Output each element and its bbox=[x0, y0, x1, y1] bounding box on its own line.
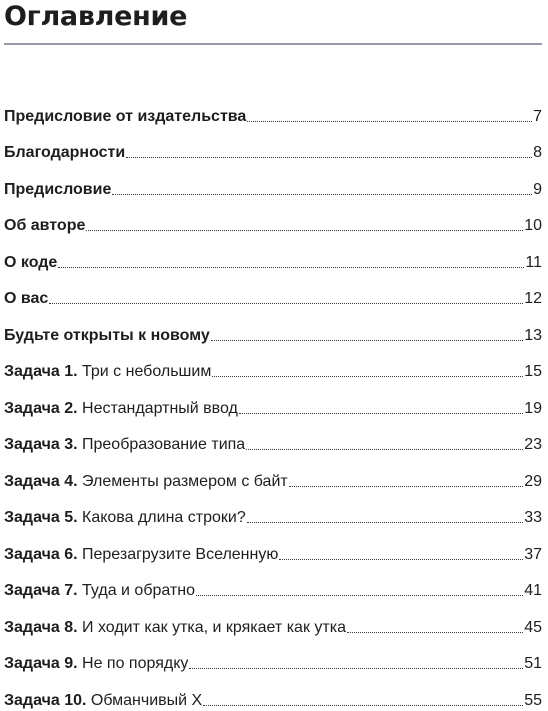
toc-entry-page: 55 bbox=[524, 691, 542, 709]
page-title: Оглавление bbox=[4, 1, 188, 32]
toc-entry[interactable] bbox=[4, 236, 542, 273]
toc-entry-page: 33 bbox=[524, 509, 542, 526]
toc-entry-prefix: Благодарности bbox=[4, 144, 126, 161]
toc-entry-text: Обманчивый X bbox=[86, 691, 203, 709]
dot-leader bbox=[289, 486, 523, 487]
toc-entry-label bbox=[4, 545, 278, 565]
toc-entry-label bbox=[4, 143, 125, 163]
dot-leader bbox=[86, 230, 523, 231]
toc-entry-page: 8 bbox=[533, 144, 542, 161]
toc-entry-label bbox=[4, 472, 288, 492]
toc-entry[interactable] bbox=[4, 382, 542, 419]
toc-entry[interactable] bbox=[4, 638, 542, 675]
toc-entry-text: Три с небольшим bbox=[77, 363, 212, 380]
toc-entry[interactable] bbox=[4, 200, 542, 237]
dot-leader bbox=[189, 668, 523, 669]
dot-leader bbox=[58, 267, 524, 268]
toc-entry-page: 45 bbox=[524, 618, 542, 636]
toc-entry[interactable] bbox=[4, 90, 542, 127]
toc-entry-prefix: Предисловие от издательства bbox=[4, 107, 247, 125]
toc-entry[interactable] bbox=[4, 127, 542, 164]
toc-entry[interactable] bbox=[4, 601, 542, 638]
table-of-contents bbox=[4, 90, 542, 711]
toc-entry[interactable] bbox=[4, 346, 542, 383]
dot-leader bbox=[112, 194, 532, 195]
dot-leader bbox=[196, 595, 523, 596]
toc-entry-page: 51 bbox=[524, 655, 542, 672]
dot-leader bbox=[246, 449, 523, 450]
toc-entry-text: Нестандартный ввод bbox=[77, 399, 238, 417]
toc-entry[interactable] bbox=[4, 492, 542, 529]
toc-entry-label bbox=[4, 326, 210, 346]
toc-entry-label bbox=[4, 435, 245, 455]
toc-entry-page: 7 bbox=[533, 107, 542, 125]
toc-entry-page: 11 bbox=[525, 253, 542, 271]
toc-entry-page: 37 bbox=[524, 545, 542, 563]
toc-entry-text: Не по порядку bbox=[77, 655, 189, 672]
toc-entry-prefix: Задача 3. bbox=[4, 436, 78, 453]
toc-entry-page: 9 bbox=[533, 180, 542, 198]
toc-entry-prefix: О коде bbox=[4, 253, 58, 271]
dot-leader bbox=[212, 376, 523, 377]
toc-entry-prefix: Задача 5. bbox=[4, 509, 78, 526]
toc-entry[interactable] bbox=[4, 565, 542, 602]
toc-entry-prefix: Будьте открыты к новому bbox=[4, 326, 210, 344]
toc-entry-label bbox=[4, 581, 195, 601]
dot-leader bbox=[279, 559, 523, 560]
toc-entry-prefix: Задача 9. bbox=[4, 655, 78, 672]
toc-entry-page: 23 bbox=[524, 436, 542, 453]
toc-entry-page: 15 bbox=[524, 363, 542, 380]
dot-leader bbox=[247, 121, 532, 122]
toc-entry-label bbox=[4, 253, 57, 273]
toc-entry-text: Преобразование типа bbox=[77, 436, 246, 453]
dot-leader bbox=[211, 340, 523, 341]
toc-entry-prefix: Задача 4. bbox=[4, 472, 78, 490]
toc-entry-text: Какова длина строки? bbox=[77, 509, 246, 526]
dot-leader bbox=[126, 157, 532, 158]
toc-entry-prefix: Задача 8. bbox=[4, 618, 78, 636]
dot-leader bbox=[203, 705, 523, 706]
toc-entry-label bbox=[4, 362, 211, 382]
dot-leader bbox=[239, 413, 523, 414]
toc-entry[interactable] bbox=[4, 674, 542, 711]
toc-entry-label bbox=[4, 180, 111, 200]
toc-entry-prefix: Задача 7. bbox=[4, 582, 78, 599]
toc-entry-prefix: Об авторе bbox=[4, 217, 86, 234]
toc-entry-text: Элементы размером с байт bbox=[77, 472, 288, 490]
toc-entry-prefix: Задача 1. bbox=[4, 363, 78, 380]
title-underline bbox=[4, 43, 542, 45]
toc-entry-page: 10 bbox=[524, 217, 542, 234]
toc-entry-label bbox=[4, 508, 246, 528]
toc-entry-page: 41 bbox=[524, 582, 542, 599]
toc-entry-page: 13 bbox=[524, 326, 542, 344]
toc-entry-label bbox=[4, 399, 238, 419]
toc-entry[interactable] bbox=[4, 455, 542, 492]
dot-leader bbox=[347, 632, 523, 633]
toc-entry-page: 12 bbox=[524, 290, 542, 307]
toc-entry[interactable] bbox=[4, 528, 542, 565]
toc-entry-label bbox=[4, 691, 202, 711]
toc-entry[interactable] bbox=[4, 309, 542, 346]
toc-entry-prefix: Задача 10. bbox=[4, 691, 87, 709]
toc-entry-label bbox=[4, 107, 246, 127]
toc-entry-text: И ходит как утка, и крякает как утка bbox=[77, 618, 346, 636]
dot-leader bbox=[49, 303, 523, 304]
toc-entry-text: Перезагрузите Вселенную bbox=[77, 545, 279, 563]
toc-entry-text: Туда и обратно bbox=[77, 582, 195, 599]
toc-entry[interactable] bbox=[4, 273, 542, 310]
toc-entry-page: 29 bbox=[524, 472, 542, 490]
toc-entry-label bbox=[4, 654, 188, 674]
toc-entry-label bbox=[4, 289, 48, 309]
toc-entry-label bbox=[4, 618, 346, 638]
toc-entry-prefix: Задача 6. bbox=[4, 545, 78, 563]
dot-leader bbox=[247, 522, 523, 523]
toc-entry-label bbox=[4, 216, 85, 236]
toc-entry-page: 19 bbox=[524, 399, 542, 417]
toc-entry[interactable] bbox=[4, 419, 542, 456]
toc-entry-prefix: Задача 2. bbox=[4, 399, 78, 417]
toc-entry-prefix: Предисловие bbox=[4, 180, 112, 198]
toc-entry-prefix: О вас bbox=[4, 290, 49, 307]
toc-entry[interactable] bbox=[4, 163, 542, 200]
